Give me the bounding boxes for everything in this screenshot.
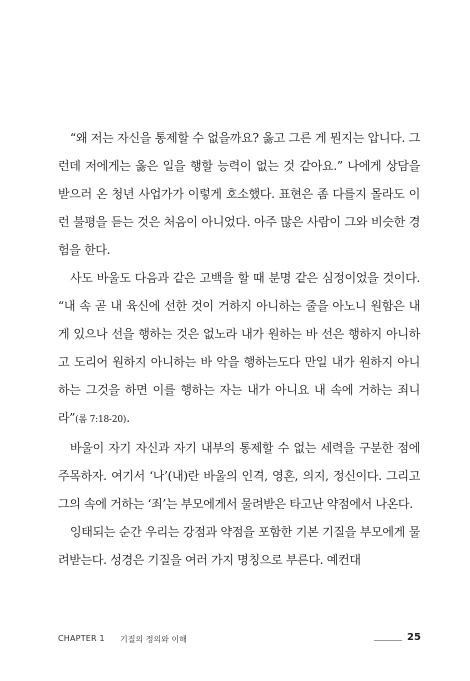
paragraph-3: 바울이 자기 자신과 자기 내부의 통제할 수 없는 세력을 구분한 점에 주목하자. 여기서 ‘나’(내)란 바울의 인격, 영혼, 의지, 정신이다. 그리고 그의 속에 거하는 ‘죄’는 부모에게서 물려받은 타고난 약점에서 나온다. <box>58 441 420 511</box>
paragraph-2-text: 사도 바울도 다음과 같은 고백을 할 때 분명 같은 심정이었을 것이다. “내 속 곧 내 육신에 선한 것이 거하지 아니하는 줄을 아노니 원함은 내게 있으나 선을 행하는 것은 없노라 내가 원하는 바 선은 행하지 아니하고 도리어 원하지 아니하는 바 악을 행하는도다 만일 내가 원하지 아니하는 그것을 하면 이를 행하는 자는 내가 아니요 내 속에 거하는 죄니라” <box>58 271 420 425</box>
footer-chapter-title: 기질의 정의와 이해 <box>120 635 187 644</box>
footer-divider <box>374 640 402 641</box>
page-footer <box>58 632 421 646</box>
paragraph-2 <box>58 264 420 434</box>
scripture-reference: (롬 7:18-20) <box>75 415 127 425</box>
paragraph-4: 잉태되는 순간 우리는 강점과 약점을 포함한 기본 기질을 부모에게 물려받는다. 성경은 기질을 여러 가지 명칭으로 부른다. 예컨대 <box>58 525 420 567</box>
paragraph-2-end: . <box>126 411 130 425</box>
paragraph-1: “왜 저는 자신을 통제할 수 없을까요? 옳고 그른 게 뭔지는 압니다. 그런데 저에게는 옳은 일을 행할 능력이 없는 것 같아요.” 나에게 상담을 받으러 온 청년 사업가가 이렇게 호소했다. 표현은 좀 다를지 몰라도 이런 불평을 듣는 것은 처음이 아니었다. 아주 많은 사람이 그와 비슷한 경험을 한다. <box>58 131 420 257</box>
page-number: 25 <box>407 632 421 643</box>
footer-chapter-label: CHAPTER 1 <box>58 634 105 643</box>
page-body <box>58 124 420 574</box>
